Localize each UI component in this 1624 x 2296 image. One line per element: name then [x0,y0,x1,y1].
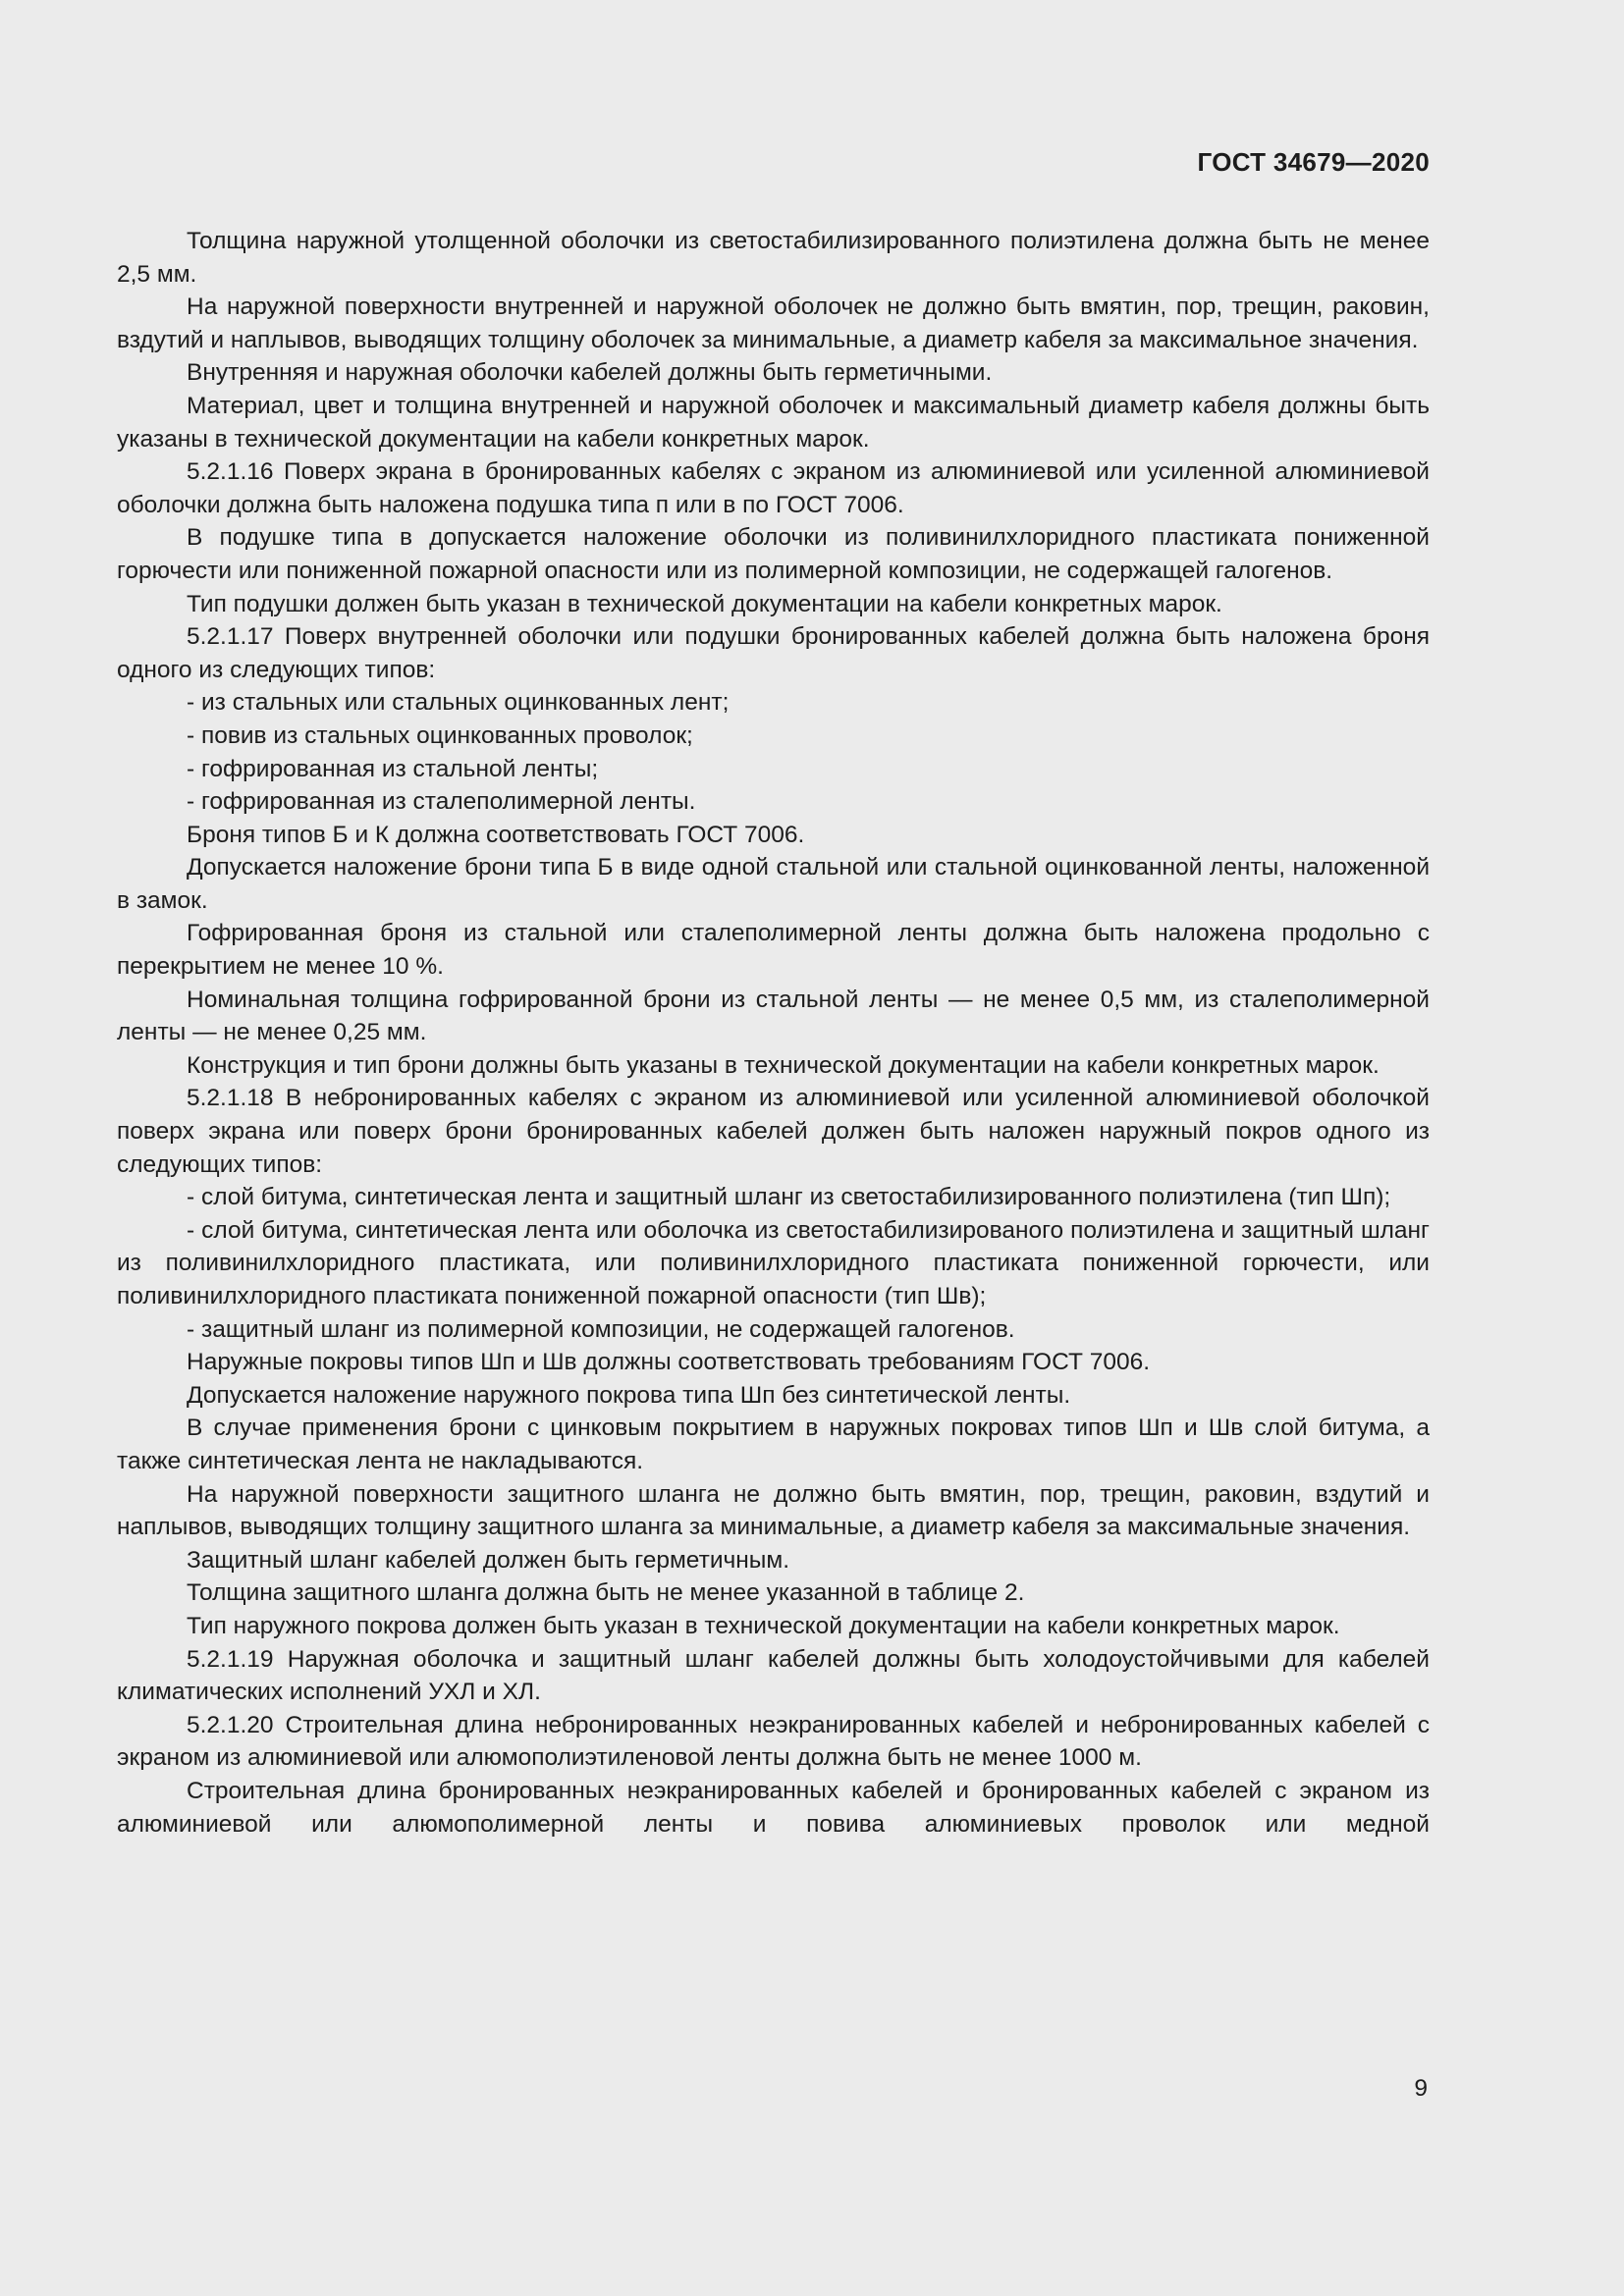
paragraph: Наружные покровы типов Шп и Шв должны соответствовать требованиям ГОСТ 7006. [187,1349,1151,1376]
paragraph: Тип подушки должен быть указан в технической документации на кабели конкретных марок. [187,590,1222,617]
clause-5-2-1-20: 5.2.1.20 Строительная длина небронированных неэкранированных кабелей и небронированных кабелей с экраном из алюминиевой или алюмополиэтиленовой ленты должна быть не менее 1000 м. [117,1711,1430,1772]
paragraph: В подушке типа в допускается наложение оболочки из поливинилхлоридного пластиката пониженной горючести или пониженной пожарной опасности или из полимерной композиции, не содержащей галогенов. [117,524,1430,584]
paragraph: Толщина наружной утолщенной оболочки из светостабилизированного полиэтилена должна быть не менее 2,5 мм. [117,228,1430,288]
page-number: 9 [1414,2075,1428,2102]
clause-5-2-1-19: 5.2.1.19 Наружная оболочка и защитный шланг кабелей должны быть холодоустойчивыми для кабелей климатических исполнений УХЛ и ХЛ. [117,1645,1430,1706]
paragraph: Конструкция и тип брони должны быть указаны в технической документации на кабели конкретных марок. [187,1051,1380,1079]
list-item: - гофрированная из стальной ленты; [187,755,599,782]
paragraph: Тип наружного покрова должен быть указан в технической документации на кабели конкретных марок. [187,1612,1340,1639]
clause-5-2-1-16: 5.2.1.16 Поверх экрана в бронированных кабелях с экраном из алюминиевой или усиленной алюминиевой оболочки должна быть наложена подушка типа п или в по ГОСТ 7006. [117,458,1430,518]
document-header-standard: ГОСТ 34679—2020 [1197,147,1430,177]
paragraph: Гофрированная броня из стальной или сталеполимерной ленты должна быть наложена продольно с перекрытием не менее 10 %. [117,920,1430,981]
paragraph: Номинальная толщина гофрированной брони из стальной ленты — не менее 0,5 мм, из сталеполимерной ленты — не менее 0,25 мм. [117,986,1430,1046]
paragraph: Материал, цвет и толщина внутренней и наружной оболочек и максимальный диаметр кабеля должны быть указаны в технической документации на кабели конкретных марок. [117,392,1430,453]
paragraph: На наружной поверхности защитного шланга не должно быть вмятин, пор, трещин, раковин, вздутий и наплывов, выводящих толщину защитного шланга за минимальные, а диаметр кабеля за максимальные значения. [117,1480,1430,1541]
document-body [117,225,1430,1841]
clause-5-2-1-17: 5.2.1.17 Поверх внутренней оболочки или подушки бронированных кабелей должна быть наложена броня одного из следующих типов: [117,623,1430,683]
paragraph: Толщина защитного шланга должна быть не менее указанной в таблице 2. [187,1579,1025,1607]
paragraph: Допускается наложение брони типа Б в виде одной стальной или стальной оцинкованной ленты, наложенной в замок. [117,854,1430,914]
list-item: - повив из стальных оцинкованных проволок; [187,721,693,749]
paragraph: Внутренняя и наружная оболочки кабелей должны быть герметичными. [187,359,993,387]
paragraph: В случае применения брони с цинковым покрытием в наружных покровах типов Шп и Шв слой битума, а также синтетическая лента не накладываются. [117,1415,1430,1474]
list-item: - слой битума, синтетическая лента или оболочка из светостабилизированого полиэтилена и защитный шланг из поливинилхлоридного пластиката, или поливинилхлоридного пластиката пониженной горючести, или поливинилхлоридного пластиката пониженной пожарной опасности (тип Шв); [117,1216,1430,1309]
list-item: - защитный шланг из полимерной композиции, не содержащей галогенов. [187,1315,1015,1343]
paragraph: На наружной поверхности внутренней и наружной оболочек не должно быть вмятин, пор, трещин, раковин, вздутий и наплывов, выводящих толщину оболочек за минимальные, а диаметр кабеля за максимальное значения. [117,294,1430,353]
list-item: - из стальных или стальных оцинкованных лент; [187,689,730,717]
paragraph: Допускается наложение наружного покрова типа Шп без синтетической ленты. [187,1381,1071,1409]
paragraph: Броня типов Б и К должна соответствовать ГОСТ 7006. [187,821,805,848]
clause-5-2-1-18: 5.2.1.18 В небронированных кабелях с экраном из алюминиевой или усиленной алюминиевой оболочкой поверх экрана или поверх брони бронированных кабелей должен быть наложен наружный покров одного из следующих типов: [117,1085,1430,1178]
list-item: - слой битума, синтетическая лента и защитный шланг из светостабилизированного полиэтилена (тип Шп); [187,1184,1391,1211]
paragraph: Строительная длина бронированных неэкранированных кабелей и бронированных кабелей с экраном из алюминиевой или алюмополимерной ленты и повива алюминиевых проволок или медной [117,1777,1430,1838]
paragraph: Защитный шланг кабелей должен быть герметичным. [187,1546,790,1574]
list-item: - гофрированная из сталеполимерной ленты. [187,788,696,816]
